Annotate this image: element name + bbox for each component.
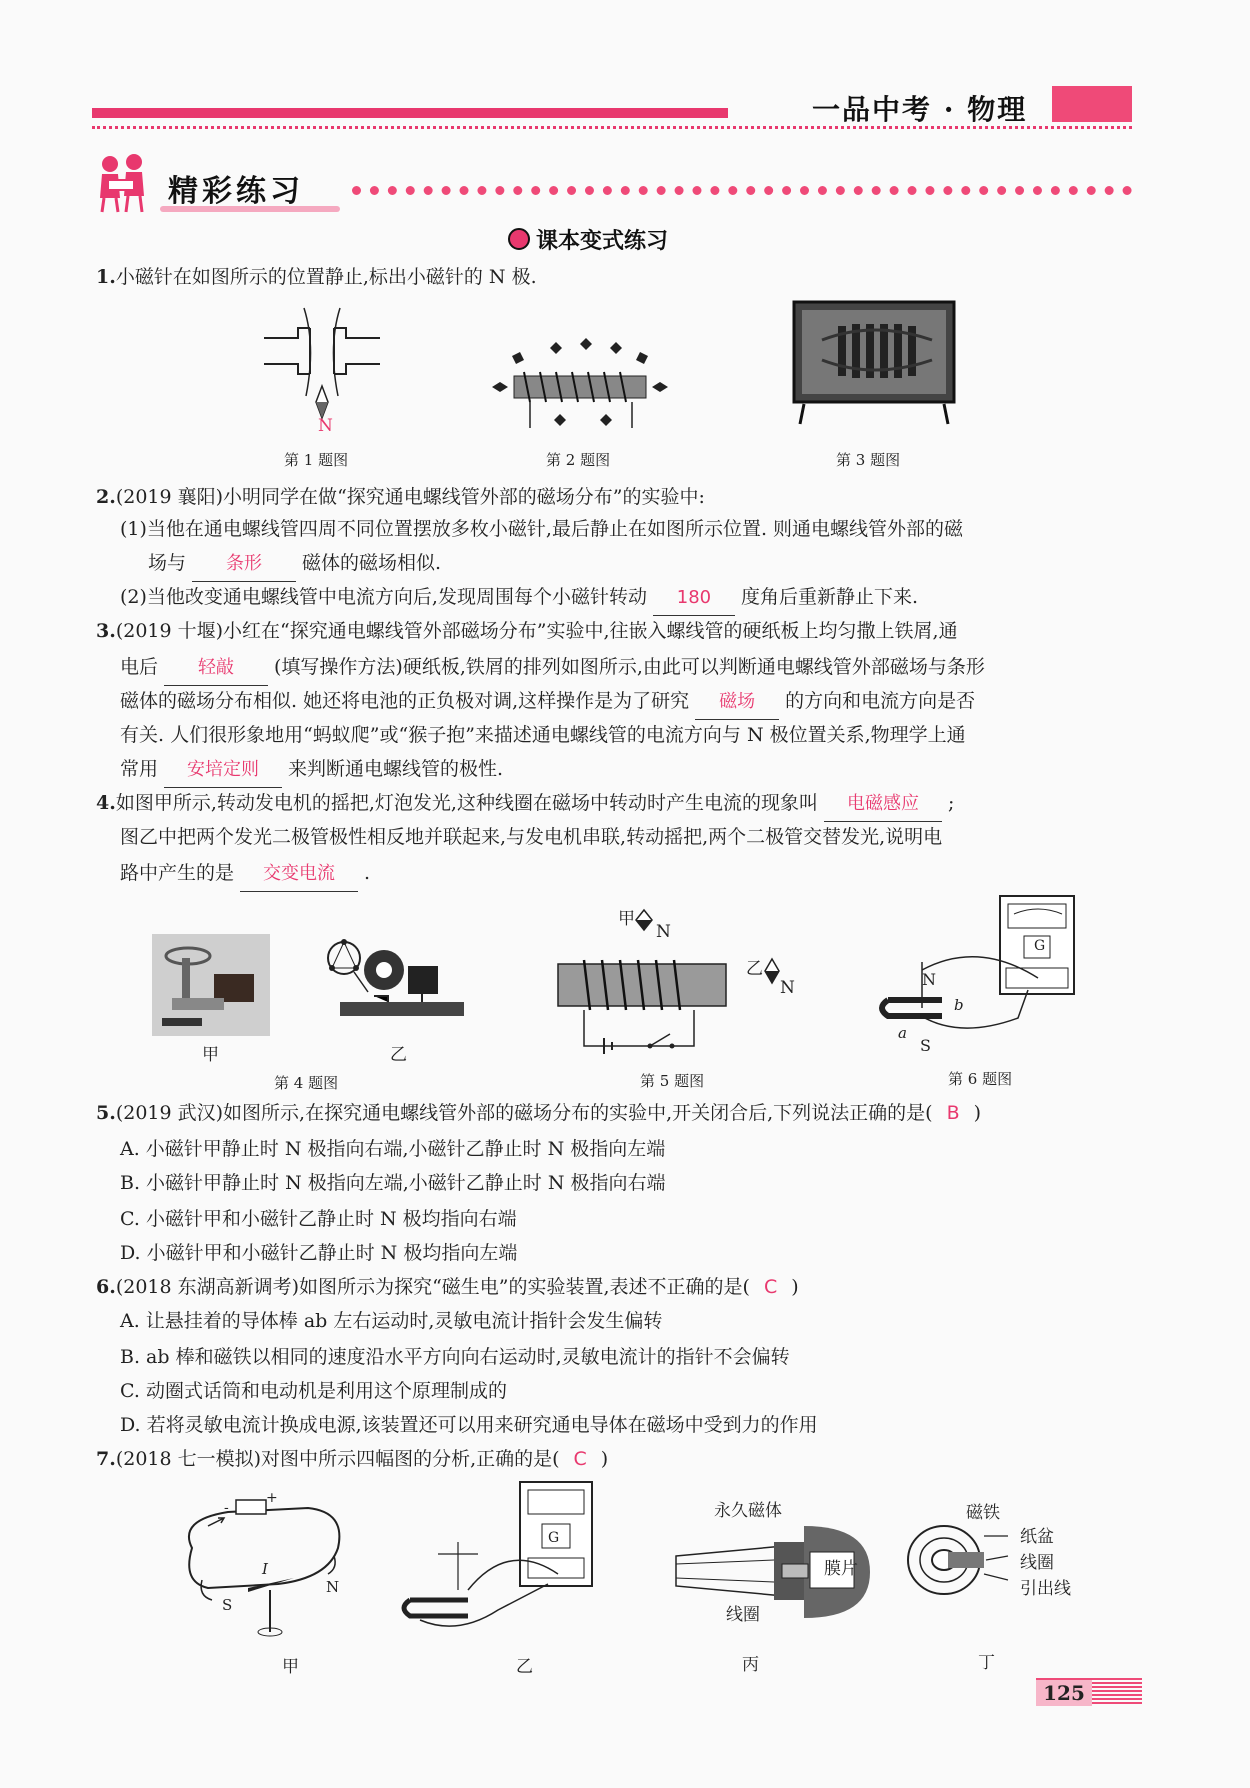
figure-5-compass-yi [764, 958, 780, 984]
answer-blank: 安培定则 [164, 752, 282, 788]
figure-7-label-ding: 丁 [978, 1653, 995, 1673]
figure-4-generator-photo [152, 934, 270, 1036]
figure-2-caption: 第 2 题图 [546, 451, 611, 469]
answer-blank: 轻敲 [164, 650, 268, 686]
question-3-line-1: 3.(2019 十堰)小红在“探究通电螺线管外部磁场分布”实验中,往嵌入螺线管的硬纸板上均匀撒上铁屑,通 [96, 620, 958, 642]
figure-7-jia-plus: + [266, 1490, 278, 1506]
section-dotted-rule [352, 186, 1132, 195]
question-6-option-a: A. 让悬挂着的导体棒 ab 左右运动时,灵敏电流计指针会发生偏转 [120, 1310, 663, 1332]
answer-blank: 交变电流 [240, 856, 358, 892]
figure-6-pole-n: N [922, 970, 936, 989]
figure-7-ding-speaker [904, 1522, 1024, 1602]
question-3-line-3: 磁体的磁场分布相似. 她还将电池的正负极对调,这样操作是为了研究 磁场 的方向和电流方向是否 [120, 684, 1136, 720]
question-5-option-a: A. 小磁针甲静止时 N 极指向右端,小磁针乙静止时 N 极指向左端 [120, 1138, 666, 1160]
figure-7-jia-minus: - [224, 1500, 229, 1516]
question-5-option-b: B. 小磁针甲静止时 N 极指向左端,小磁针乙静止时 N 极指向右端 [120, 1172, 666, 1194]
figure-7-ding-cone: 纸盆 [1020, 1527, 1054, 1547]
question-5-option-c: C. 小磁针甲和小磁针乙静止时 N 极均指向右端 [120, 1208, 517, 1230]
bullet-icon [508, 228, 530, 250]
kids-reading-icon [90, 150, 156, 216]
figure-2-solenoid [490, 336, 670, 436]
figure-5-label-yi: 乙 [746, 959, 763, 979]
figure-7-bing-coil: 线圈 [726, 1605, 760, 1625]
figure-5-label-jia: 甲 [618, 909, 635, 929]
figure-5-yi-pole-n: N [780, 978, 795, 998]
figure-7-ding-lead: 引出线 [1020, 1579, 1071, 1599]
figure-6-pole-s: S [920, 1036, 931, 1055]
question-3-line-5: 常用 安培定则 来判断通电螺线管的极性. [120, 752, 1136, 788]
figure-7-yi-galvanometer-g: G [548, 1530, 560, 1546]
question-4-line-2: 图乙中把两个发光二极管极性相反地并联起来,与发电机串联,转动摇把,两个二极管交替发光,说明电 [120, 826, 943, 848]
figure-7-bing-diaphragm: 膜片 [824, 1559, 858, 1579]
answer-blank: 条形 [192, 546, 296, 582]
question-4-line-3: 路中产生的是 交变电流 . [120, 856, 1136, 892]
section-title: 精彩练习 [168, 174, 304, 209]
figure-6-label-a: a [898, 1024, 907, 1042]
choice-answer: C [763, 1276, 778, 1298]
choice-answer: C [573, 1448, 587, 1470]
question-2-stem: 2.(2019 襄阳)小明同学在做“探究通电螺线管外部的磁场分布”的实验中: [96, 486, 705, 508]
page-number: 125 [1036, 1680, 1092, 1706]
figure-7-ding-magnet: 磁铁 [966, 1503, 1000, 1523]
figure-7-yi-induction [398, 1480, 598, 1630]
figure-4-label-jia: 甲 [202, 1045, 219, 1065]
figure-7-label-bing: 丙 [742, 1655, 759, 1675]
figure-1-caption: 第 1 题图 [284, 451, 349, 469]
figure-4-caption: 第 4 题图 [274, 1074, 339, 1092]
question-6-stem: 6.(2018 东湖高新调考)如图所示为探究“磁生电”的实验装置,表述不正确的是( C ) [96, 1276, 799, 1298]
figure-7-jia-n: N [326, 1578, 340, 1596]
figure-3-caption: 第 3 题图 [836, 451, 901, 469]
figure-5-caption: 第 5 题图 [640, 1072, 705, 1090]
header-bar [92, 108, 728, 118]
figure-7-label-jia: 甲 [282, 1657, 299, 1677]
question-3-line-2: 电后 轻敲 (填写操作方法)硬纸板,铁屑的排列如图所示,由此可以判断通电螺线管外部磁场与条形 [120, 650, 1136, 686]
question-2-part-1b: 场与 条形 磁体的磁场相似. [120, 546, 1136, 582]
figure-5-solenoid-circuit [554, 906, 724, 1050]
figure-7-jia-s: S [222, 1596, 233, 1614]
figure-7-ding-coil: 线圈 [1020, 1553, 1054, 1573]
figure-7-label-yi: 乙 [516, 1657, 533, 1677]
subsection-title: 课本变式练习 [508, 224, 668, 255]
figure-4-label-yi: 乙 [390, 1045, 407, 1065]
figure-6-caption: 第 6 题图 [948, 1070, 1013, 1088]
question-2-part-1a: (1)当他在通电螺线管四周不同位置摆放多枚小磁针,最后静止在如图所示位置. 则通电螺线管外部的磁 [120, 518, 964, 540]
answer-blank: 180 [653, 580, 735, 616]
question-6-option-b: B. ab 棒和磁铁以相同的速度沿水平方向向右运动时,灵敏电流计的指针不会偏转 [120, 1346, 790, 1368]
figure-6-galvanometer-g: G [1034, 938, 1046, 954]
question-5-stem: 5.(2019 武汉)如图所示,在探究通电螺线管外部的磁场分布的实验中,开关闭合后,下列说法正确的是( B ) [96, 1102, 982, 1124]
question-4-line-1: 4.如图甲所示,转动发电机的摇把,灯泡发光,这种线圈在磁场中转动时产生电流的现象叫 电磁感应 ; [96, 786, 1136, 822]
answer-blank: 电磁感应 [824, 786, 942, 822]
figure-4-generator-drawing [322, 936, 468, 1026]
book-brand: 一品中考 · 物理 [812, 93, 1028, 126]
figure-7-bing-magnet: 永久磁体 [714, 1501, 782, 1521]
question-6-option-c: C. 动圈式话筒和电动机是利用这个原理制成的 [120, 1380, 507, 1402]
question-2-part-2: (2)当他改变通电螺线管中电流方向后,发现周围每个小磁针转动 180 度角后重新静止下来. [120, 580, 1136, 616]
figure-5-pole-n: N [656, 922, 671, 942]
figure-6-label-b: b [954, 996, 964, 1014]
question-1: 1.小磁针在如图所示的位置静止,标出小磁针的 N 极. [96, 266, 537, 288]
choice-answer: B [946, 1102, 960, 1124]
answer-blank: 磁场 [695, 684, 779, 720]
question-5-option-d: D. 小磁针甲和小磁针乙静止时 N 极均指向左端 [120, 1242, 518, 1264]
question-7-stem: 7.(2018 七一模拟)对图中所示四幅图的分析,正确的是( C ) [96, 1448, 609, 1470]
figure-7-jia-current: I [262, 1560, 268, 1578]
question-3-line-4: 有关. 人们很形象地用“蚂蚁爬”或“猴子抱”来描述通电螺线管的电流方向与 N 极位置关系,物理学上通 [120, 724, 966, 746]
figure-3-iron-filings [792, 300, 956, 428]
figure-6-induction-apparatus [878, 890, 1078, 1040]
question-6-option-d: D. 若将灵敏电流计换成电源,该装置还可以用来研究通电导体在磁场中受到力的作用 [120, 1414, 818, 1436]
header-accent-block [1052, 86, 1132, 122]
figure-1-answer-pole: N [318, 416, 333, 436]
